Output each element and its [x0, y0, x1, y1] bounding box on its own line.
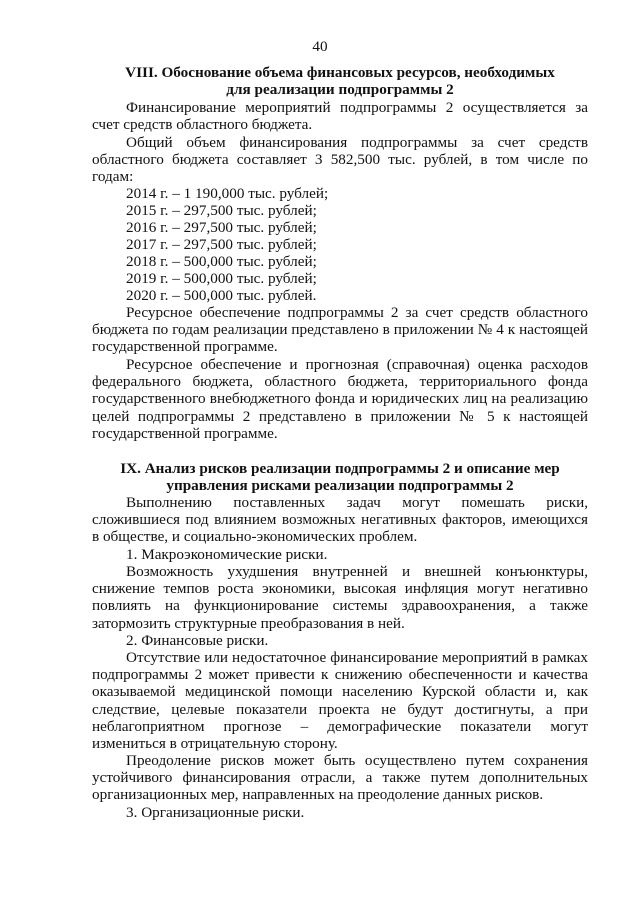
section9-title-line2: управления рисками реализации подпрограммы 2 — [166, 477, 514, 494]
funding-year-2019: 2019 г. – 500,000 тыс. рублей; — [126, 270, 317, 287]
risk-item-3: 3. Организационные риски. — [126, 804, 305, 821]
risk-item-1: 1. Макроэкономические риски. — [126, 546, 328, 563]
section8-paragraph-1: Финансирование мероприятий подпрограммы 2 осуществляется за счет средств областного бюджета. — [92, 99, 588, 134]
section9-paragraph-2: Возможность ухудшения внутренней и внешней конъюнктуры, снижение темпов роста экономики, высокая инфляция могут негативно повлиять на функционирование системы здравоохранения, а также затормозить структурные преобразования в ней. — [92, 563, 588, 632]
section8-paragraph-3: Ресурсное обеспечение подпрограммы 2 за счет средств областного бюджета по годам реализации представлено в приложении № 4 к настоящей государственной программе. — [92, 304, 588, 356]
funding-year-2020: 2020 г. – 500,000 тыс. рублей. — [126, 287, 317, 304]
funding-year-2015: 2015 г. – 297,500 тыс. рублей; — [126, 202, 317, 219]
funding-year-2018: 2018 г. – 500,000 тыс. рублей; — [126, 253, 317, 270]
section8-paragraph-2: Общий объем финансирования подпрограммы за счет средств областного бюджета составляет 3 582,500 тыс. рублей, в том числе по годам: — [92, 134, 588, 186]
risk-item-2: 2. Финансовые риски. — [126, 632, 269, 649]
section8-paragraph-4: Ресурсное обеспечение и прогнозная (справочная) оценка расходов федерального бюджета, областного бюджета, территориального фонда государственного внебюджетного фонда и юридических лиц на реализацию целей подпрограммы 2 представлено в приложении № 5 к настоящей государственной программе. — [92, 356, 588, 442]
section9-title-line1: IX. Анализ рисков реализации подпрограммы 2 и описание мер — [120, 460, 560, 477]
section9-paragraph-1: Выполнению поставленных задач могут помешать риски, сложившиеся под влиянием возможных негативных факторов, имеющихся в обществе, и социально-экономических проблем. — [92, 494, 588, 546]
section8-title-line2: для реализации подпрограммы 2 — [226, 81, 454, 98]
section8-title-line1: VIII. Обоснование объема финансовых ресурсов, необходимых — [125, 64, 555, 81]
section9-paragraph-3: Отсутствие или недостаточное финансирование мероприятий в рамках подпрограммы 2 может привести к снижению обеспеченности и качества оказываемой медицинской помощи населению Курской области и, как следствие, целевые показатели проекта не будут достигнуты, а при неблагоприятном прогнозе – демографические показатели могут измениться в отрицательную сторону. — [92, 649, 588, 753]
section9-paragraph-4: Преодоление рисков может быть осуществлено путем сохранения устойчивого финансирования отрасли, а также путем дополнительных организационных мер, направленных на преодоление данных рисков. — [92, 752, 588, 804]
funding-year-2017: 2017 г. – 297,500 тыс. рублей; — [126, 236, 317, 253]
funding-year-2016: 2016 г. – 297,500 тыс. рублей; — [126, 219, 317, 236]
page-number: 40 — [312, 38, 328, 55]
funding-year-2014: 2014 г. – 1 190,000 тыс. рублей; — [126, 185, 329, 202]
